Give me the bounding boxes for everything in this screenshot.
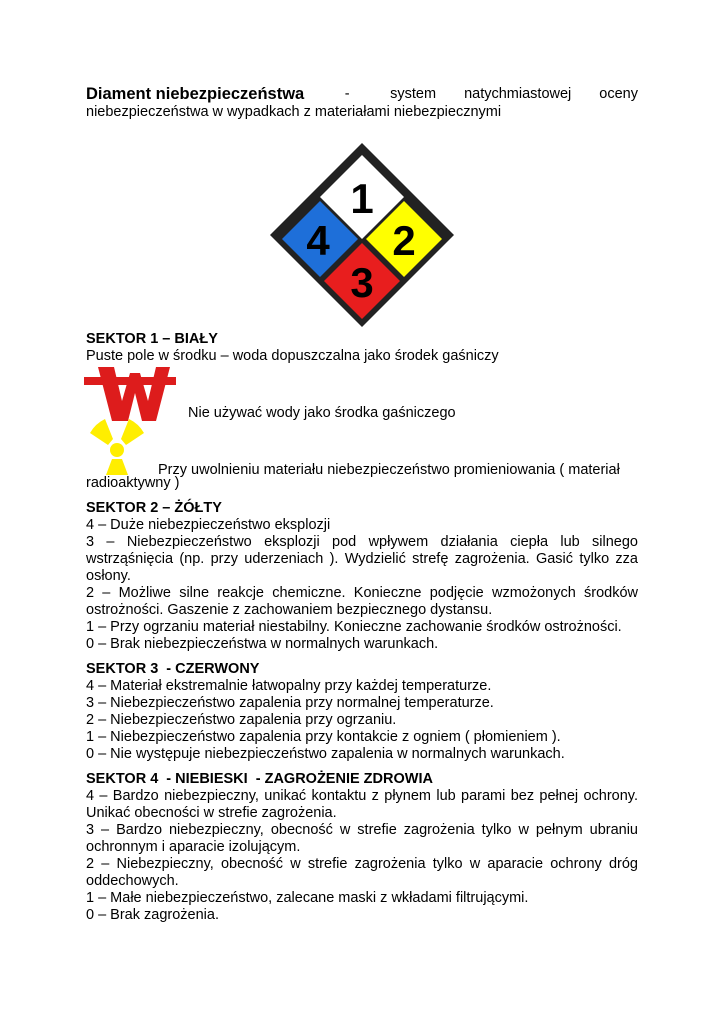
radiation-text: Przy uwolnieniu materiału niebezpieczeństwo promieniowania ( materiał [158, 462, 620, 478]
radiation-text-line-2: radioaktywny ) [86, 475, 180, 491]
sector-4-item-2: 2 – Niebezpieczny, obecność w strefie zagrożenia tylko w aparacie ochrony dróg oddechowych. [86, 856, 638, 889]
radiation-blade-3 [106, 459, 128, 475]
hazard-diamond [86, 141, 638, 331]
sector-2-item-3: 3 – Niebezpieczeństwo eksplozji pod wpływem działania ciepła lub silnego wstrząśnięcia (np. przy uderzeniach ). Wydzielić strefę zagrożenia. Gasić tylko zza osłony. [86, 534, 638, 584]
no-water-row [86, 365, 638, 443]
sector-1-heading: SEKTOR 1 – BIAŁY [86, 331, 218, 347]
title-line-2: niebezpieczeństwa w wypadkach z materiałami niebezpiecznymi [86, 104, 502, 120]
title-rest: system natychmiastowej oceny [390, 86, 638, 102]
title-dash: - [344, 86, 350, 102]
document-page [86, 85, 638, 924]
radiation-center [110, 443, 124, 457]
sector-3-heading: SEKTOR 3 - CZERWONY [86, 661, 260, 677]
no-water-text: Nie używać wody jako środka gaśniczego [188, 405, 456, 421]
sector-3-item-1: 1 – Niebezpieczeństwo zapalenia przy kontakcie z ogniem ( płomieniem ). [86, 729, 561, 745]
sector-4-item-3: 3 – Bardzo niebezpieczny, obecność w strefie zagrożenia tylko w pełnym ubraniu ochronnym i aparacie izolującym. [86, 822, 638, 855]
sector-4 [86, 771, 638, 924]
sector-3-item-4: 4 – Materiał ekstremalnie łatwopalny przy każdej temperaturze. [86, 678, 492, 694]
diamond-top-value: 1 [350, 175, 374, 222]
sector-3-item-3: 3 – Niebezpieczeństwo zapalenia przy normalnej temperaturze. [86, 695, 494, 711]
sector-3-item-0: 0 – Nie występuje niebezpieczeństwo zapalenia w normalnych warunkach. [86, 746, 565, 762]
sector-2-item-1: 1 – Przy ogrzaniu materiał niestabilny. Konieczne zachowanie środków ostrożności. [86, 619, 622, 635]
no-water-icon [84, 365, 178, 423]
radiation-blade-1 [90, 419, 113, 445]
diamond-right-value: 2 [392, 217, 416, 264]
title-line-1 [86, 85, 638, 103]
diamond-bottom-value: 3 [350, 259, 374, 306]
no-water-w-shape [98, 367, 170, 421]
sector-3 [86, 661, 638, 763]
radiation-icon [84, 417, 150, 475]
sector-3-item-2: 2 – Niebezpieczeństwo zapalenia przy ogrzaniu. [86, 712, 397, 728]
sector-1-line: Puste pole w środku – woda dopuszczalna jako środek gaśniczy [86, 348, 499, 364]
diamond-left-value: 4 [306, 217, 330, 264]
sector-2-item-4: 4 – Duże niebezpieczeństwo eksplozji [86, 517, 331, 533]
sector-4-item-0: 0 – Brak zagrożenia. [86, 907, 219, 923]
sector-2-item-2: 2 – Możliwe silne reakcje chemiczne. Konieczne podjęcie wzmożonych środków ostrożności. Gaszenie z zachowaniem bezpiecznego dystansu. [86, 585, 638, 618]
sector-4-item-1: 1 – Małe niebezpieczeństwo, zalecane maski z wkładami filtrującymi. [86, 890, 529, 906]
nfpa-diamond-icon [268, 141, 456, 329]
sector-1 [86, 331, 638, 492]
radiation-blade-2 [121, 419, 144, 445]
title-bold: Diament niebezpieczeństwa [86, 85, 305, 103]
sector-4-heading: SEKTOR 4 - NIEBIESKI - ZAGROŻENIE ZDROWIA [86, 771, 433, 787]
radiation-row [86, 443, 638, 478]
sector-2-heading: SEKTOR 2 – ŻÓŁTY [86, 500, 222, 516]
sector-2 [86, 500, 638, 653]
sector-2-item-0: 0 – Brak niebezpieczeństwa w normalnych warunkach. [86, 636, 439, 652]
sector-4-item-4: 4 – Bardzo niebezpieczny, unikać kontaktu z płynem lub parami bez pełnej ochrony. Unikać obecności w strefie zagrożenia. [86, 788, 638, 821]
